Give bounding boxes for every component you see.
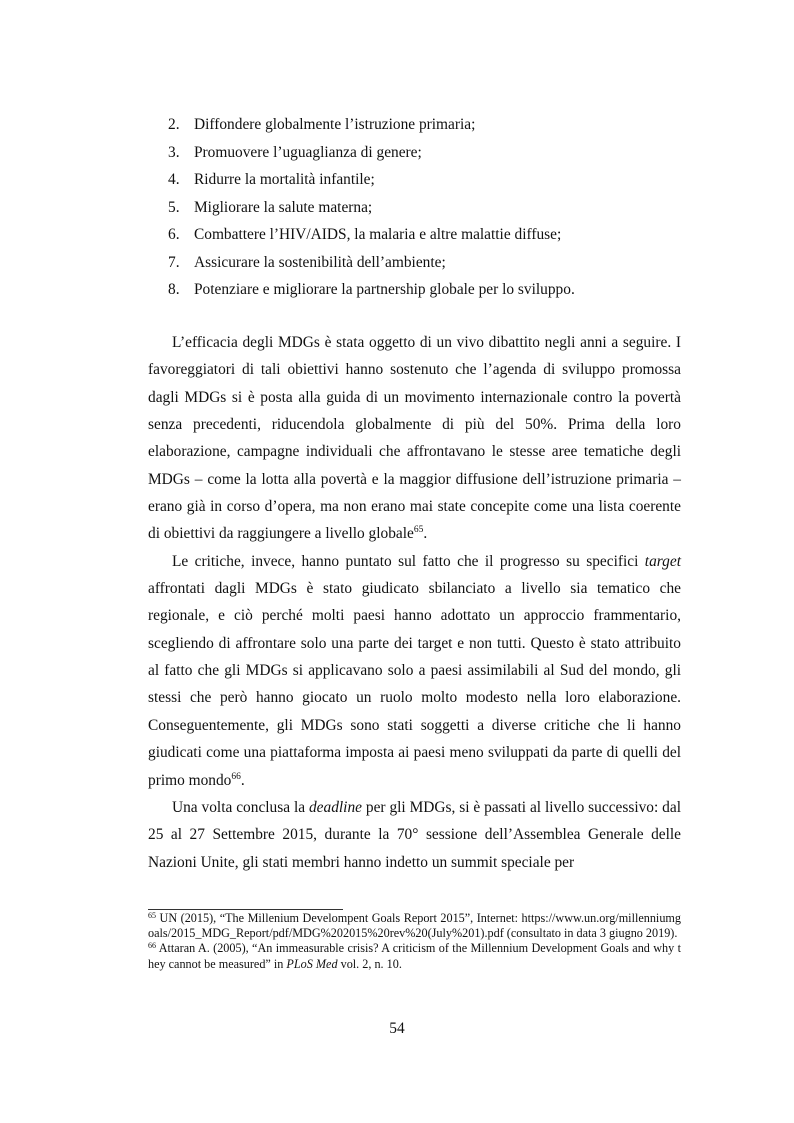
list-item: 2. Diffondere globalmente l’istruzione primaria; [168,116,476,133]
paragraph-critiques: Le critiche, invece, hanno puntato sul fatto che il progresso su specifici target affrontati dagli MDGs è stato giudicato sbilanciato a livello sia tematico che regionale, e ciò perché molti paesi hanno adottato un approccio frammentario, scegliendo di affrontare solo una parte dei target e non tutti. Questo è stato attribuito al fatto che gli MDGs si applicavano solo a paesi assimilabili al Sud del mondo, gli stessi che però hanno giocato un ruolo molto modesto nella loro elaborazione. Conseguentemente, gli MDGs sono stati soggetti a diverse critiche che li hanno giudicati come una piattaforma imposta ai paesi meno sviluppati da parte di quelli del primo mondo$^{66}$. [148,552,681,789]
goals-list [0,111,794,304]
footnote-ref-66[interactable]: 66 [231,771,241,782]
body-text [148,329,681,876]
footnotes [148,911,681,972]
paragraph-efficacy: L’efficacia degli MDGs è stata oggetto di un vivo dibattito negli anni a seguire. I favoreggiatori di tali obiettivi hanno sostenuto che l’agenda di sviluppo promossa dagli MDGs si è posta alla guida di un movimento internazionale contro la povertà senza precedenti, riducendola globalmente di più del 50%. Prima della loro elaborazione, campagne individuali che affrontavano le stesse aree tematiche degli MDGs – come la lotta alla povertà e la maggior diffusione dell’istruzione primaria – erano già in corso d’opera, ma non erano mai state concepite come una lista coerente di obiettivi da raggiungere a livello globale$^{65}$. [148,334,681,543]
footnote-ref-65[interactable]: 65 [413,525,424,536]
paragraph-deadline: Una volta conclusa la deadline per gli MDGs, si è passati al livello successivo: dal 25 al 27 Settembre 2015, durante la 70° sessione dell’Assemblea Generale delle Nazioni Unite, gli stati membri hanno indetto un summit speciale per [148,798,681,871]
list-item: 8. Potenziare e migliorare la partnership globale per lo sviluppo. [168,281,575,298]
list-item: 4. Ridurre la mortalità infantile; [168,171,375,188]
list-item: 5. Migliorare la salute materna; [168,198,373,216]
footnote-divider [148,909,343,910]
page-number: 54 [389,1020,405,1037]
footnote-66: $^{66}$ Attaran A. (2005), “An immeasurable crisis? A criticism of the Millennium Development Goals and why they cannot be measured” in PLoS Med vol. 2, n. 10. [148,941,681,971]
list-item: 3. Promuovere l’uguaglianza di genere; [168,143,422,161]
footnote-65: $^{65}$ UN (2015), “The Millenium Develompent Goals Report 2015”, Internet: https://www.un.org/millenniumgoals/2015_MDG_Report/pdf/MDG%202015%20rev%20(July%201).pdf (consultato in data 3 giugno 2019). [148,911,681,941]
list-item: 7. Assicurare la sostenibilità dell’ambiente; [168,253,446,271]
list-item: 6. Combattere l’HIV/AIDS, la malaria e altre malattie diffuse; [168,226,562,243]
